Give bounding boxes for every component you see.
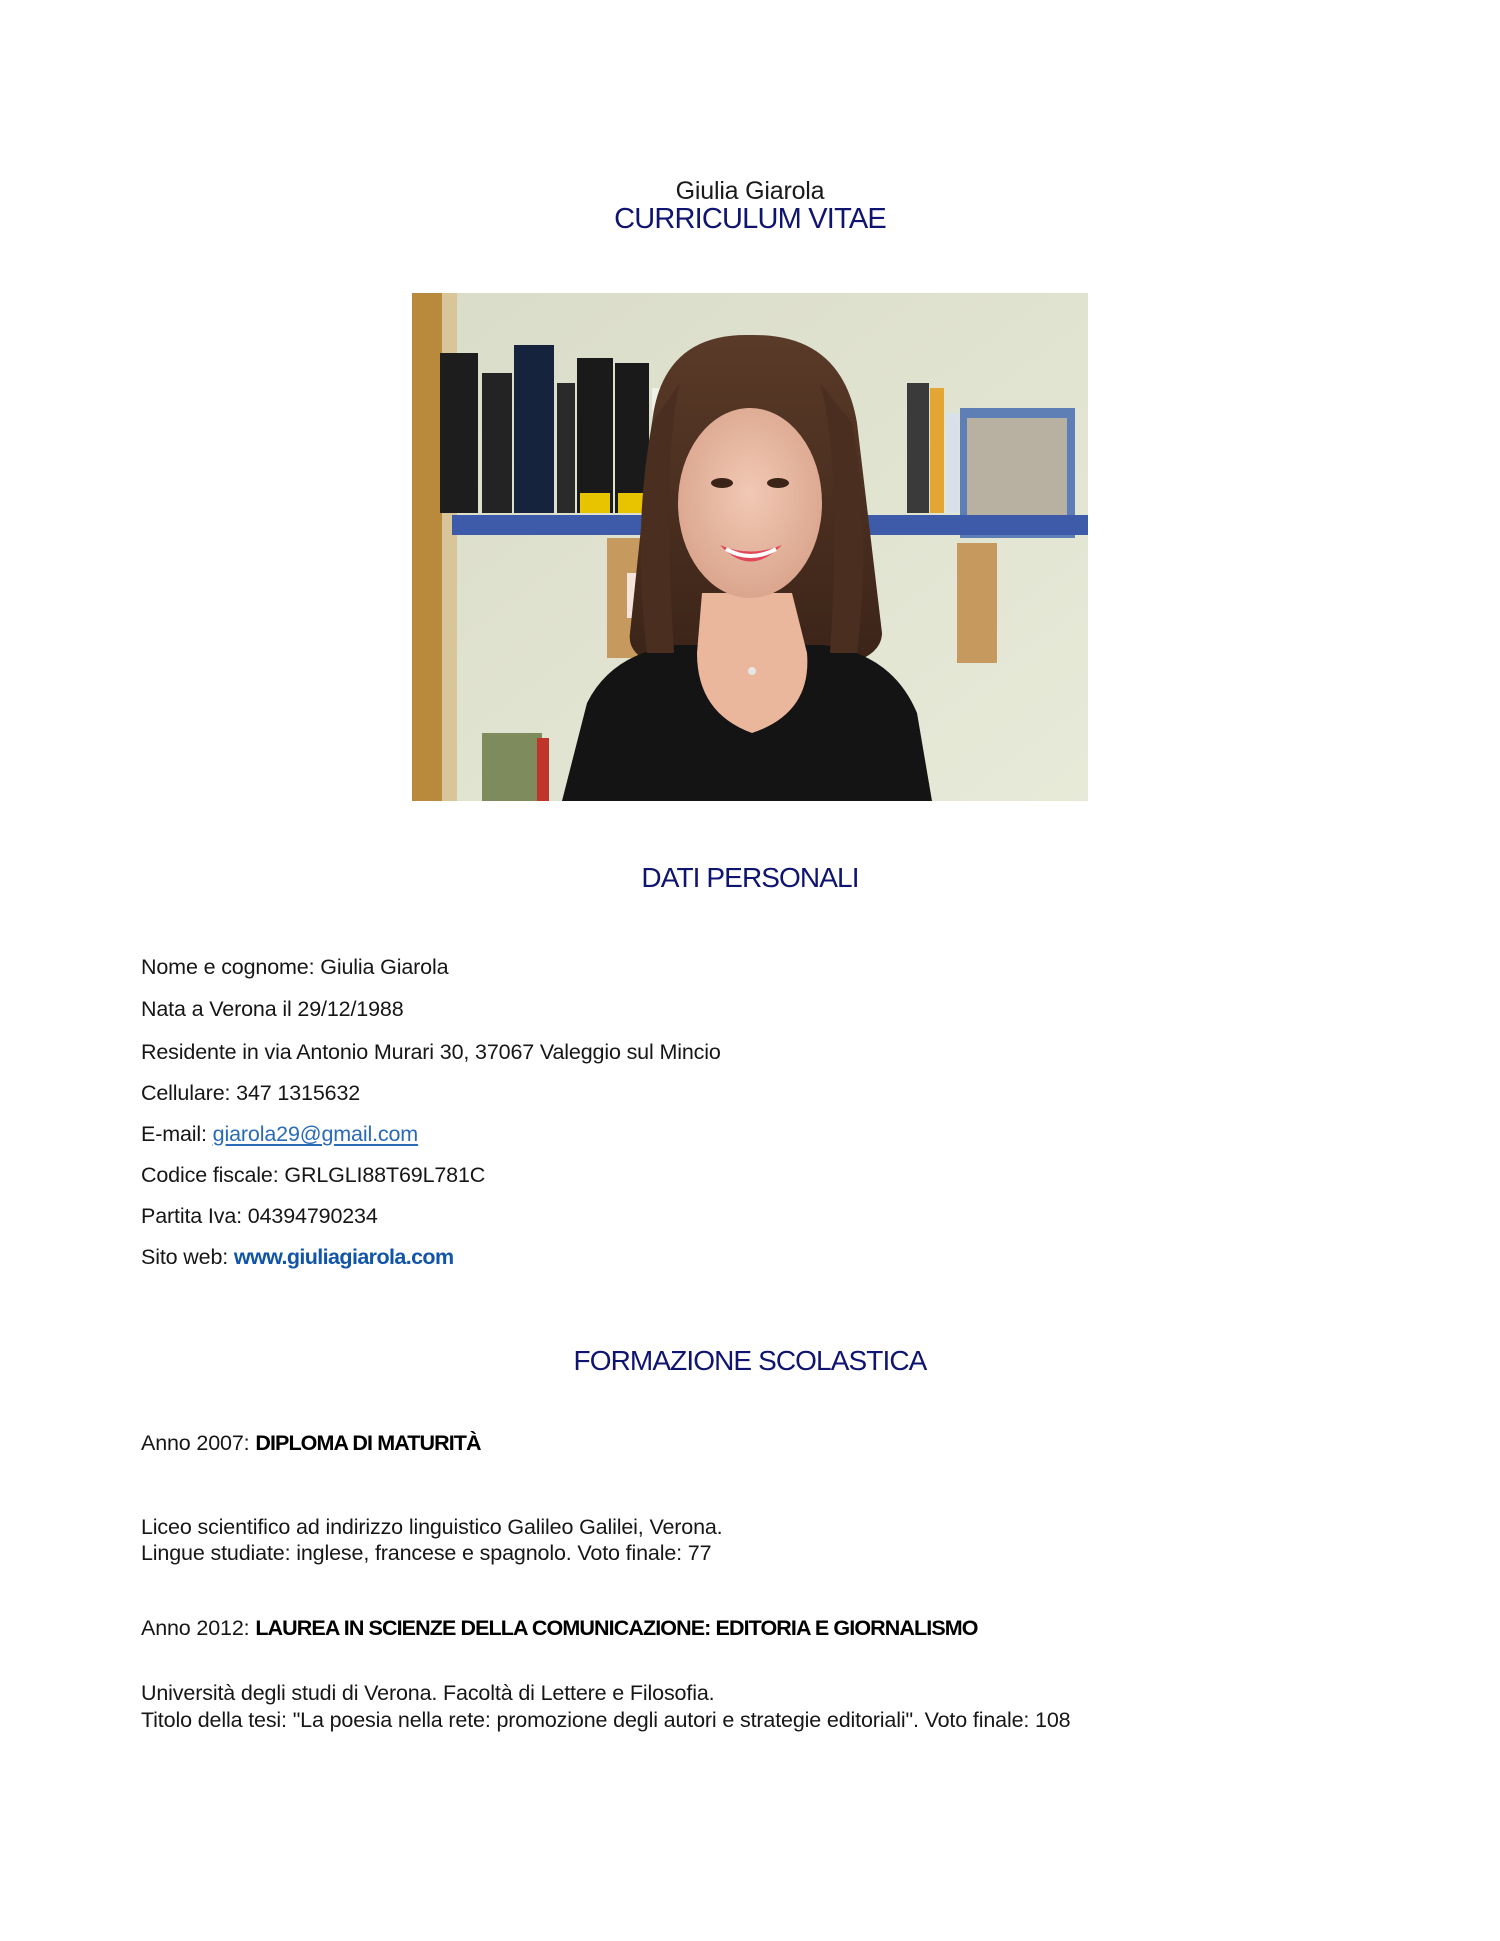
education-year: Anno 2007:	[141, 1431, 256, 1455]
education-entry-2007-title	[141, 1431, 481, 1456]
field-value: Giulia Giarola	[320, 955, 449, 979]
personal-name-line	[141, 955, 448, 980]
personal-email-line	[141, 1122, 418, 1147]
section-heading-personal-data: DATI PERSONALI	[641, 862, 859, 893]
personal-phone-line	[141, 1081, 360, 1106]
education-entry-2007-detail-1: Liceo scientifico ad indirizzo linguistico Galileo Galilei, Verona.	[141, 1515, 723, 1539]
field-value: Antonio Murari 30, 37067 Valeggio sul Mincio	[296, 1040, 721, 1064]
profile-photo	[412, 293, 1088, 801]
field-label: Codice fiscale:	[141, 1163, 285, 1187]
section-heading-education: FORMAZIONE SCOLASTICA	[573, 1345, 927, 1376]
education-entry-2012-detail-2: Titolo della tesi: "La poesia nella rete: promozione degli autori e strategie editoriali". Voto finale: 108	[141, 1708, 1071, 1732]
personal-tax-code-line	[141, 1163, 485, 1188]
field-label: Nome e cognome:	[141, 955, 321, 979]
field-label: Partita Iva:	[141, 1204, 248, 1228]
personal-website-line	[141, 1245, 454, 1270]
personal-vat-line	[141, 1204, 378, 1229]
author-name: Giulia Giarola	[675, 177, 825, 205]
field-label: Nata a Verona il	[141, 997, 298, 1021]
field-label: Residente in via	[141, 1040, 297, 1064]
field-value: GRLGLI88T69L781C	[284, 1163, 486, 1187]
education-degree: LAUREA IN SCIENZE DELLA COMUNICAZIONE: EDITORIA E GIORNALISMO	[255, 1616, 978, 1640]
personal-address-line	[141, 1040, 721, 1065]
education-entry-2007-detail-2: Lingue studiate: inglese, francese e spagnolo. Voto finale: 77	[141, 1541, 712, 1565]
field-value: 347 1315632	[236, 1081, 361, 1105]
field-label: E-mail:	[141, 1122, 213, 1146]
education-entry-2012-detail-1: Università degli studi di Verona. Facoltà di Lettere e Filosofia.	[141, 1681, 715, 1705]
personal-birth-line	[141, 997, 404, 1022]
email-link[interactable]: giarola29@gmail.com	[212, 1122, 419, 1146]
field-value: 29/12/1988	[297, 997, 404, 1021]
website-link[interactable]: www.giuliagiarola.com	[233, 1245, 454, 1269]
document-title: CURRICULUM VITAE	[614, 203, 886, 235]
field-value: 04394790234	[247, 1204, 378, 1228]
education-entry-2012-title	[141, 1616, 978, 1641]
field-label: Sito web:	[141, 1245, 234, 1269]
education-degree: DIPLOMA DI MATURITÀ	[255, 1431, 481, 1455]
education-year: Anno 2012:	[141, 1616, 256, 1640]
field-label: Cellulare:	[141, 1081, 237, 1105]
